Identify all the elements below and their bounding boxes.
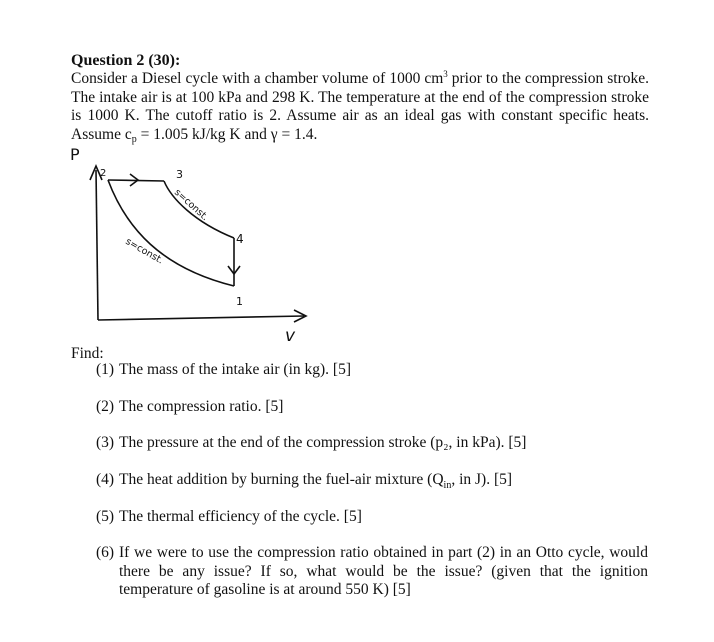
intro-part-2: prior to the compression stroke. The intake air is at 100 kPa and 298 K. The temperature at the end of the compression stroke is 1000 K. The cutoff ratio is 2. Assume air as an ideal gas with constant specific heats. Assume c <box>71 70 649 143</box>
isentrope-upper-label: s=const. <box>171 187 211 224</box>
find-item-text <box>119 471 513 492</box>
find-item-text: The pressure at the end of the compression stroke (p₂, in kPa). [5] <box>119 434 527 451</box>
question-intro <box>71 70 649 144</box>
find-item-number: (2) <box>96 398 115 415</box>
pv-diagram <box>66 140 326 350</box>
find-item-text: The compression ratio. [5] <box>119 398 284 415</box>
find-item-2 <box>96 398 648 417</box>
pv-x-axis <box>98 316 304 320</box>
find-item-number: (5) <box>96 508 115 525</box>
intro-subscript: p <box>131 133 137 145</box>
find-item-number: (4) <box>96 471 115 488</box>
find-item-4 <box>96 471 648 490</box>
find-item-text: If we were to use the compression ratio obtained in part (2) in an Otto cycle, would there be any issue? If so, what would be the issue? (given that the ignition temperature of gasoline is at around 550 K) [5] <box>119 544 648 599</box>
isentrope-lower-label: s=const. <box>123 236 166 267</box>
question-heading: Question 2 (30): <box>71 52 181 69</box>
find-item-1 <box>96 361 648 380</box>
find-item-number: (1) <box>96 361 115 378</box>
find-item-text: The mass of the intake air (in kg). [5] <box>119 361 351 378</box>
find-item-text-part-a: The heat addition by burning the fuel-air mixture (Q <box>119 471 444 488</box>
find-item-text: The thermal efficiency of the cycle. [5] <box>119 508 362 525</box>
intro-superscript: 3 <box>443 69 448 79</box>
find-item-number: (3) <box>96 434 115 451</box>
state-label-4: 4 <box>236 232 244 246</box>
process-1-2-curve <box>108 180 234 286</box>
find-item-text-part-b: , in J). [5] <box>451 471 513 488</box>
find-label: Find: <box>71 345 104 362</box>
pv-y-axis <box>96 170 98 320</box>
find-item-3 <box>96 434 648 453</box>
state-label-1: 1 <box>236 295 243 308</box>
intro-part-3: = 1.005 kJ/kg K and γ = 1.4. <box>136 125 318 143</box>
state-label-3: 3 <box>176 168 183 181</box>
state-label-2: 2 <box>100 168 107 179</box>
find-item-5 <box>96 508 648 527</box>
y-axis-label: P <box>70 145 80 164</box>
x-axis-label: v <box>285 326 296 346</box>
find-item-subscript: in <box>443 480 452 492</box>
intro-part-1: Consider a Diesel cycle with a chamber volume of 1000 cm <box>71 70 444 87</box>
find-item-number: (6) <box>96 544 115 561</box>
